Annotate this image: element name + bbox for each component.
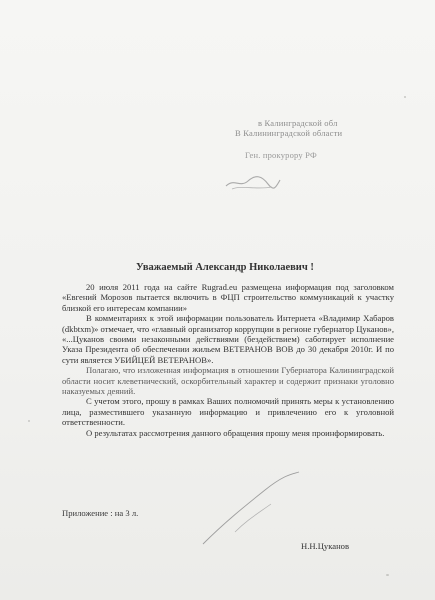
letter-body [62, 282, 394, 438]
paragraph-3: Полагаю, что изложенная информация в отношении Губернатора Калининградской области носит клеветнический, оскорбительный характер и содержит признаки уголовно наказуемых деяний. [62, 365, 394, 397]
handwritten-scribble-icon [222, 172, 282, 192]
header-line-3: Ген. прокурору РФ [245, 150, 317, 160]
header-line-1: в Калинградской обл [258, 118, 338, 128]
signature-stroke-icon [195, 470, 305, 550]
paragraph-4: С учетом этого, прошу в рамках Ваших полномочий принять меры к установлению лица, разместившего указанную информацию и привлечению его к уголовной ответственности. [62, 396, 394, 428]
paragraph-1: 20 июля 2011 года на сайте Rugrad.eu размещена информация под заголовком «Евгений Морозов пытается включить в ФЦП строительство коммуникаций к участку близкой его интересам компании» [62, 282, 394, 313]
paragraph-5: О результатах рассмотрения данного обращения прошу меня проинформировать. [86, 427, 385, 438]
signer-name: Н.Н.Цуканов [301, 541, 350, 551]
scan-speck [28, 420, 30, 422]
paragraph-2: В комментариях к этой информации пользователь Интернета «Владимир Хабаров (dkbtxm)» отмечает, что «главный организатор коррупции в регионе губернатор Цуканов», «...Цуканов своими незаконными действиями (бездействием) саботирует исполнение Указа Президента об обеспечении жильем ВЕТЕРАНОВ ВОВ до 30 декабря 2010г. И по сути является УБИЙЦЕЙ ВЕТЕРАНОВ». [62, 313, 394, 365]
attachment-note: Приложение : на 3 л. [62, 508, 139, 518]
header-line-2: В Калининградской области [235, 128, 343, 138]
scan-speck [386, 574, 389, 576]
scan-speck [404, 96, 406, 98]
letter-greeting: Уважаемый Александр Николаевич ! [136, 262, 314, 273]
